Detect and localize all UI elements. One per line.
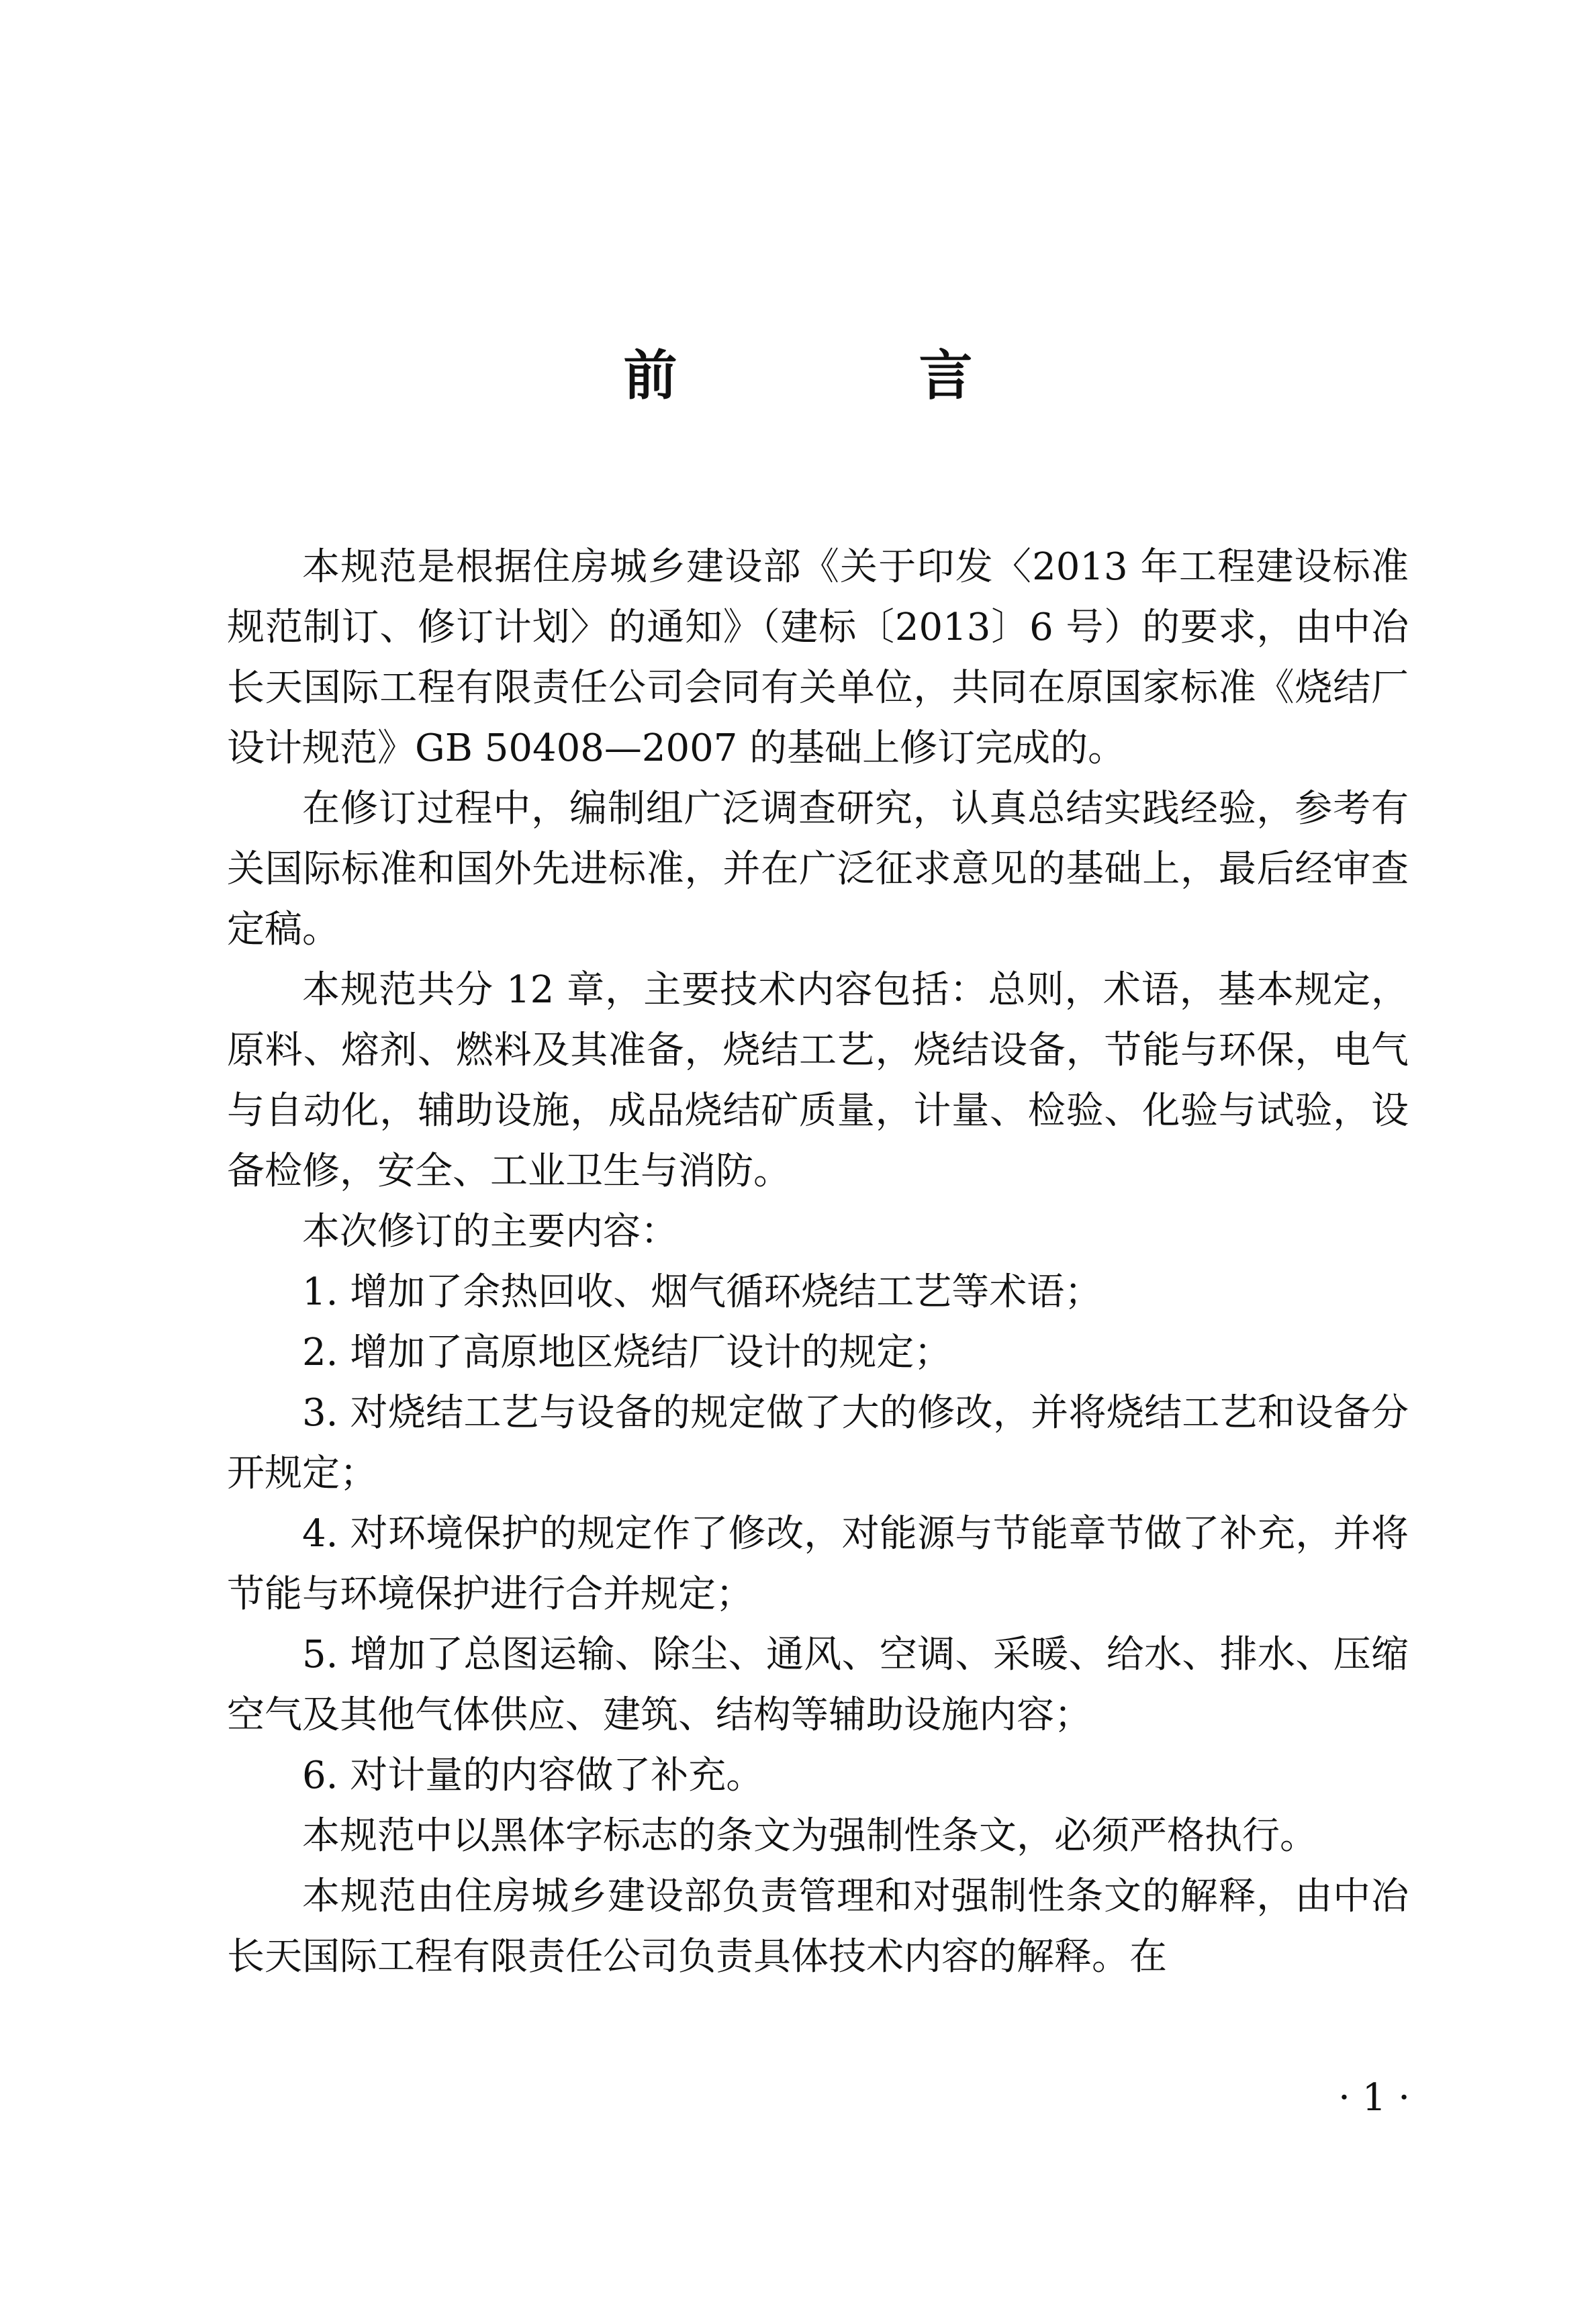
list-item-change-6: 6. 对计量的内容做了补充。 [302, 1754, 764, 1797]
list-item-change-3: 3. 对烧结工艺与设备的规定做了大的修改，并将烧结工艺和设备分开规定； [227, 1391, 1409, 1495]
page-number: · 1 · [1338, 2076, 1410, 2120]
page-title: 前 言 [623, 344, 1067, 407]
list-item-change-1: 1. 增加了余热回收、烟气循环烧结工艺等术语； [302, 1270, 1102, 1314]
paragraph-main-changes-heading: 本次修订的主要内容： [302, 1210, 678, 1254]
list-item-change-4: 4. 对环境保护的规定作了修改，对能源与节能章节做了补充，并将节能与环境保护进行合并规定； [227, 1512, 1409, 1616]
paragraph-basis: 本规范是根据住房城乡建设部《关于印发〈2013 年工程建设标准规范制订、修订计划〉的通知》（建标〔2013〕6 号）的要求，由中冶长天国际工程有限责任公司会同有关单位，共同在原国家标准《烧结厂设计规范》GB 50408—2007 的基础上修订完成的。 [227, 545, 1409, 770]
paragraph-interpretation: 本规范由住房城乡建设部负责管理和对强制性条文的解释，由中冶长天国际工程有限责任公司负责具体技术内容的解释。在 [227, 1875, 1409, 1979]
paragraph-revision-process: 在修订过程中，编制组广泛调查研究，认真总结实践经验，参考有关国际标准和国外先进标准，并在广泛征求意见的基础上，最后经审查定稿。 [227, 787, 1409, 951]
paragraph-mandatory-provisions: 本规范中以黑体字标志的条文为强制性条文，必须严格执行。 [302, 1814, 1317, 1858]
list-item-change-5: 5. 增加了总图运输、除尘、通风、空调、采暖、给水、排水、压缩空气及其他气体供应、建筑、结构等辅助设施内容； [227, 1633, 1409, 1737]
paragraph-chapters: 本规范共分 12 章，主要技术内容包括：总则，术语，基本规定，原料、熔剂、燃料及其准备，烧结工艺，烧结设备，节能与环保，电气与自动化，辅助设施，成品烧结矿质量，计量、检验、化验与试验，设备检修，安全、工业卫生与消防。 [227, 968, 1409, 1193]
preface-body [227, 537, 1409, 1987]
list-item-change-2: 2. 增加了高原地区烧结厂设计的规定； [302, 1331, 952, 1374]
